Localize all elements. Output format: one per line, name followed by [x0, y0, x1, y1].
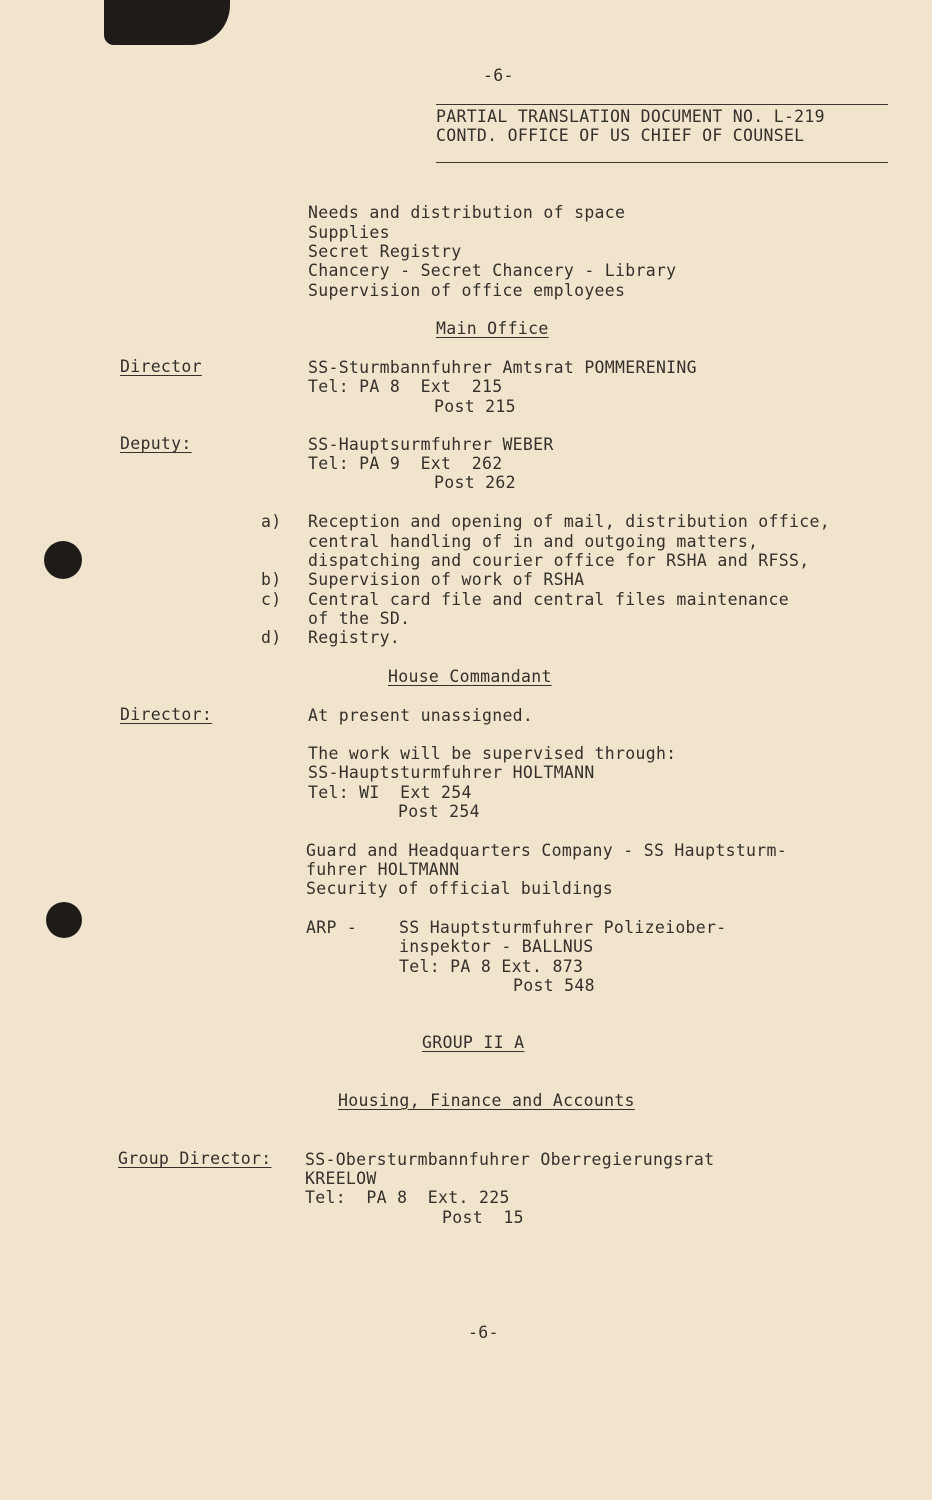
- supervised-line: The work will be supervised through:: [308, 744, 677, 763]
- group-director-line: Post 15: [442, 1208, 524, 1227]
- intro-line: Secret Registry: [308, 242, 462, 261]
- group-heading: GROUP II A: [422, 1033, 525, 1052]
- intro-line: Needs and distribution of space: [308, 203, 626, 222]
- group-director-line: Tel: PA 8 Ext. 225: [305, 1188, 510, 1207]
- header-bottom-rule: [436, 162, 888, 163]
- duty-c-line: Central card file and central files maintenance: [308, 590, 789, 609]
- group-director-line: SS-Obersturmbannfuhrer Oberregierungsrat: [305, 1150, 715, 1169]
- deputy-tel: Tel: PA 9 Ext 262: [308, 454, 503, 473]
- arp-label: ARP -: [306, 918, 358, 937]
- supervised-line: Tel: WI Ext 254: [308, 783, 472, 802]
- main-office-heading: Main Office: [436, 319, 549, 338]
- intro-line: Chancery - Secret Chancery - Library: [308, 261, 677, 280]
- arp-line: SS Hauptsturmfuhrer Polizeiober-: [399, 918, 727, 937]
- intro-line: Supplies: [308, 223, 390, 242]
- arp-line: Tel: PA 8 Ext. 873: [399, 957, 584, 976]
- director-name: SS-Sturmbannfuhrer Amtsrat POMMERENING: [308, 358, 697, 377]
- intro-line: Supervision of office employees: [308, 281, 626, 300]
- punch-hole-lower: [46, 902, 82, 938]
- director-post: Post 215: [434, 397, 516, 416]
- guard-line: Guard and Headquarters Company - SS Hauptsturm-: [306, 841, 787, 860]
- guard-line: Security of official buildings: [306, 879, 614, 898]
- duty-a-line: Reception and opening of mail, distribution office,: [308, 512, 830, 531]
- arp-line: inspektor - BALLNUS: [399, 937, 594, 956]
- guard-line: fuhrer HOLTMANN: [306, 860, 460, 879]
- deputy-post: Post 262: [434, 473, 516, 492]
- duty-marker-d: d): [261, 628, 282, 647]
- duty-c-line: of the SD.: [308, 609, 411, 628]
- duty-a-line: dispatching and courier office for RSHA and RFSS,: [308, 551, 810, 570]
- duty-d-line: Registry.: [308, 628, 401, 647]
- arp-line: Post 548: [513, 976, 595, 995]
- hc-director-label: Director:: [120, 705, 213, 724]
- duty-a-line: central handling of in and outgoing matters,: [308, 532, 759, 551]
- duty-marker-b: b): [261, 570, 282, 589]
- deputy-name: SS-Hauptsurmfuhrer WEBER: [308, 435, 554, 454]
- doc-title-line2: CONTD. OFFICE OF US CHIEF OF COUNSEL: [436, 126, 805, 145]
- hc-director-status: At present unassigned.: [308, 706, 534, 725]
- duty-marker-a: a): [261, 512, 282, 531]
- corner-ink-blot: [104, 0, 230, 45]
- house-commandant-heading: House Commandant: [388, 667, 552, 686]
- deputy-label: Deputy:: [120, 434, 192, 453]
- punch-hole-upper: [44, 541, 82, 579]
- page-number-bottom: -6-: [468, 1323, 499, 1342]
- group-director-label: Group Director:: [118, 1149, 272, 1168]
- supervised-line: SS-Hauptsturmfuhrer HOLTMANN: [308, 763, 595, 782]
- header-top-rule: [436, 104, 888, 105]
- director-label: Director: [120, 357, 202, 376]
- director-tel: Tel: PA 8 Ext 215: [308, 377, 503, 396]
- group-subheading: Housing, Finance and Accounts: [338, 1091, 635, 1110]
- supervised-line: Post 254: [398, 802, 480, 821]
- group-director-line: KREELOW: [305, 1169, 377, 1188]
- duty-b-line: Supervision of work of RSHA: [308, 570, 585, 589]
- page-number-top: -6-: [483, 66, 514, 85]
- duty-marker-c: c): [261, 590, 282, 609]
- doc-title-line1: PARTIAL TRANSLATION DOCUMENT NO. L-219: [436, 107, 825, 126]
